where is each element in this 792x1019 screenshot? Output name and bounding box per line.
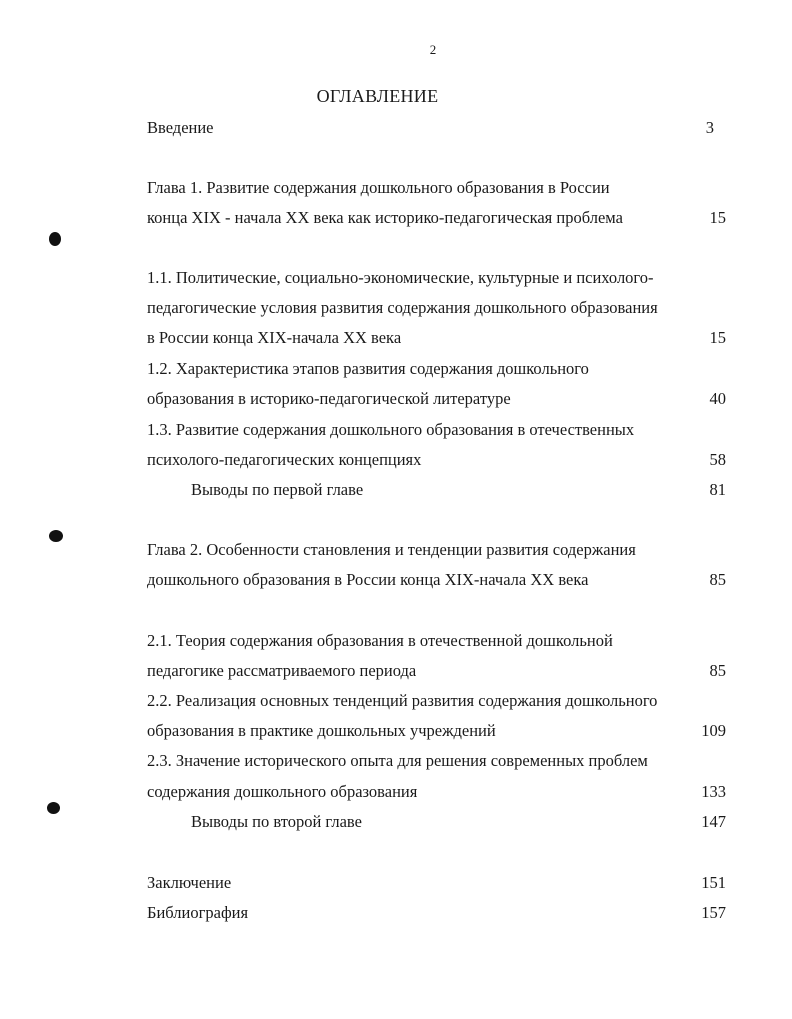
toc-section-2-1-page: 85 bbox=[709, 661, 726, 680]
toc-section-2-3-line2: содержания дошкольного образования bbox=[147, 782, 418, 801]
toc-section-2-2-line1: 2.2. Реализация основных тенденций развития содержания дошкольного bbox=[147, 691, 658, 710]
toc-section-1-3-page: 58 bbox=[709, 450, 726, 469]
scan-blot-1 bbox=[49, 232, 61, 246]
toc-chapter1-line1: Глава 1. Развитие содержания дошкольного образования в России bbox=[147, 178, 610, 197]
toc-section-1-3-line2: психолого-педагогических концепциях bbox=[147, 450, 422, 469]
scan-blot-2 bbox=[49, 530, 63, 542]
toc-conclusions-chapter2-page: 147 bbox=[701, 812, 726, 831]
toc-section-2-2-line2: образования в практике дошкольных учреждений bbox=[147, 721, 496, 740]
toc-section-2-2-page: 109 bbox=[701, 721, 726, 740]
scan-blot-3 bbox=[47, 802, 60, 814]
toc-section-2-1-line2: педагогике рассматриваемого периода bbox=[147, 661, 417, 680]
page-number: 2 bbox=[429, 42, 437, 57]
toc-conclusions-chapter1: Выводы по первой главе bbox=[191, 480, 364, 499]
toc-conclusion-page: 151 bbox=[701, 873, 726, 892]
toc-chapter2-line2: дошкольного образования в России конца XIX-начала XX века bbox=[147, 570, 589, 589]
toc-section-1-2-line1: 1.2. Характеристика этапов развития содержания дошкольного bbox=[147, 359, 589, 378]
toc-section-1-2-page: 40 bbox=[709, 389, 726, 408]
toc-section-1-2-line2: образования в историко-педагогической литературе bbox=[147, 389, 511, 408]
toc-intro-page: 3 bbox=[705, 118, 714, 137]
toc-section-1-1-line1: 1.1. Политические, социально-экономические, культурные и психолого- bbox=[147, 268, 654, 287]
toc-section-1-3-line1: 1.3. Развитие содержания дошкольного образования в отечественных bbox=[147, 420, 635, 439]
toc-section-2-1-line1: 2.1. Теория содержания образования в отечественной дошкольной bbox=[147, 631, 613, 650]
toc-bibliography-page: 157 bbox=[701, 903, 726, 922]
toc-section-1-1-line3: в России конца XIX-начала XX века bbox=[147, 328, 402, 347]
page-title: ОГЛАВЛЕНИЕ bbox=[316, 86, 439, 106]
toc-chapter1-line2: конца XIX - начала XX века как историко-педагогическая проблема bbox=[147, 208, 623, 227]
toc-chapter2-line1: Глава 2. Особенности становления и тенденции развития содержания bbox=[147, 540, 636, 559]
toc-bibliography: Библиография bbox=[147, 903, 249, 922]
toc-conclusions-chapter1-page: 81 bbox=[709, 480, 726, 499]
toc-section-1-1-page: 15 bbox=[709, 328, 726, 347]
toc-section-1-1-line2: педагогические условия развития содержания дошкольного образования bbox=[147, 298, 658, 317]
toc-intro-label: Введение bbox=[147, 118, 214, 137]
toc-chapter2-page: 85 bbox=[709, 570, 726, 589]
toc-conclusions-chapter2: Выводы по второй главе bbox=[191, 812, 362, 831]
toc-section-2-3-line1: 2.3. Значение исторического опыта для решения современных проблем bbox=[147, 751, 648, 770]
toc-chapter1-page: 15 bbox=[709, 208, 726, 227]
toc-section-2-3-page: 133 bbox=[701, 782, 726, 801]
toc-conclusion: Заключение bbox=[147, 873, 232, 892]
